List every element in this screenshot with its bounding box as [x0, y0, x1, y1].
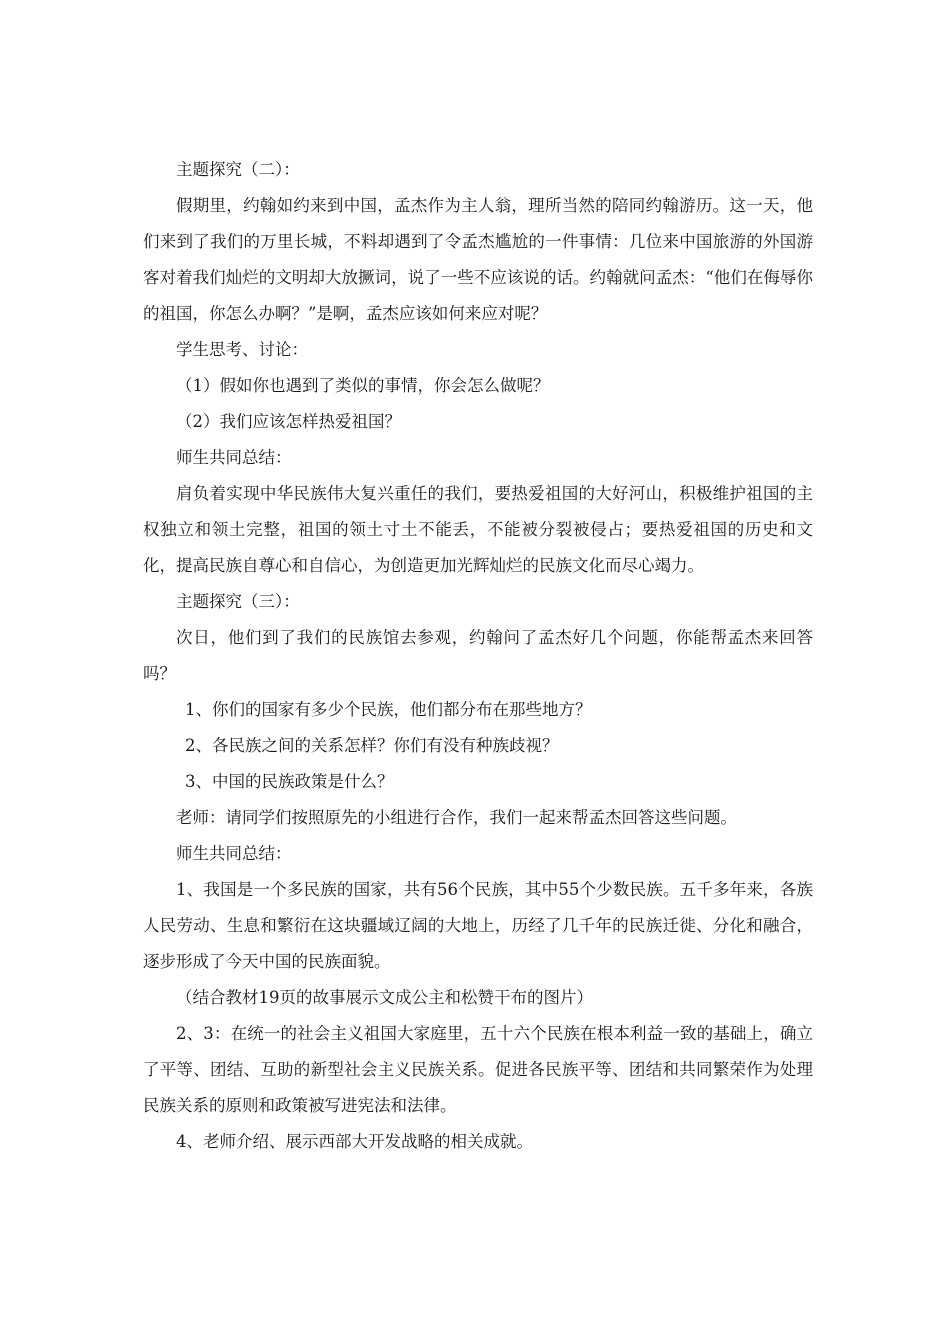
topic3-story-paragraph: 次日，他们到了我们的民族馆去参观，约翰问了孟杰好几个问题，你能帮孟杰来回答吗？ [143, 628, 813, 683]
question-item-2: 2、各民族之间的关系怎样？你们有没有种族歧视？ [185, 736, 559, 755]
teacher-instruction: 老师：请同学们按照原先的小组进行合作，我们一起来帮孟杰回答这些问题。 [176, 808, 737, 827]
discussion-question-1: （1）假如你也遇到了类似的事情，你会怎么做呢？ [176, 376, 550, 395]
summary-paragraph: 肩负着实现中华民族伟大复兴重任的我们，要热爱祖国的大好河山，积极维护祖国的主权独立和领土完整，祖国的领土寸土不能丢，不能被分裂被侵占；要热爱祖国的历史和文化，提高民族自尊心和自信心，为创造更加光辉灿烂的民族文化而尽心竭力。 [143, 484, 813, 575]
summary-heading: 师生共同总结： [176, 448, 292, 467]
question-item-3: 3、中国的民族政策是什么？ [185, 772, 394, 791]
textbook-note: （结合教材19页的故事展示文成公主和松赞干布的图片） [176, 988, 593, 1007]
answer-2-3-paragraph: 2、3：在统一的社会主义祖国大家庭里，五十六个民族在根本利益一致的基础上，确立了平等、团结、互助的新型社会主义民族关系。促进各民族平等、团结和共同繁荣作为处理民族关系的原则和政策被写进宪法和法律。 [143, 1024, 813, 1115]
answer-4-paragraph: 4、老师介绍、展示西部大开发战略的相关成就。 [176, 1132, 533, 1151]
topic3-heading: 主题探究（三）： [176, 592, 300, 611]
discussion-question-2: （2）我们应该怎样热爱祖国？ [176, 412, 401, 431]
question-item-1: 1、你们的国家有多少个民族，他们都分布在那些地方？ [185, 700, 592, 719]
summary-heading-2: 师生共同总结： [176, 844, 292, 863]
answer-1-paragraph: 1、我国是一个多民族的国家，共有56个民族，其中55个少数民族。五千多年来，各族人民劳动、生息和繁衍在这块疆域辽阔的大地上，历经了几千年的民族迁徙、分化和融合，逐步形成了今天中国的民族面貌。 [143, 880, 813, 971]
topic2-story-paragraph: 假期里，约翰如约来到中国，孟杰作为主人翁，理所当然的陪同约翰游历。这一天，他们来到了我们的万里长城，不料却遇到了令孟杰尴尬的一件事情：几位来中国旅游的外国游客对着我们灿烂的文明却大放撅词，说了一些不应该说的话。约翰就问孟杰：“他们在侮辱你的祖国，你怎么办啊？”是啊，孟杰应该如何来应对呢？ [143, 196, 813, 323]
discussion-heading: 学生思考、讨论： [176, 340, 308, 359]
topic2-heading: 主题探究（二）： [176, 160, 300, 179]
document-body [143, 152, 813, 1160]
